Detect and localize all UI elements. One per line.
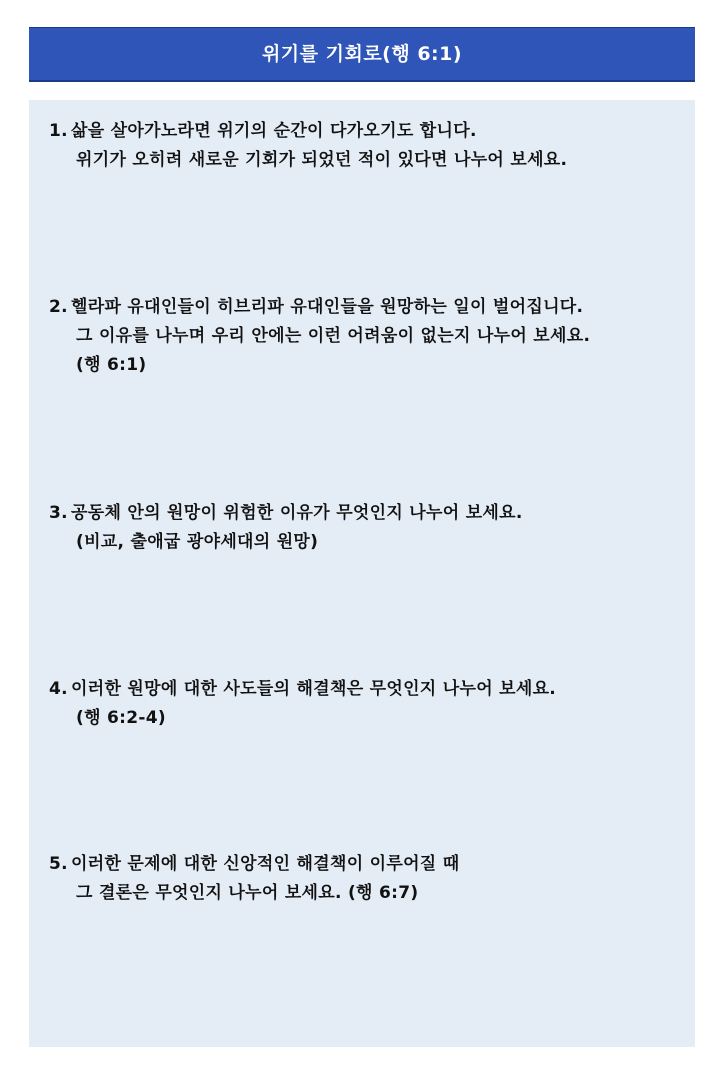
question-5-text-1: 이러한 문제에 대한 신앙적인 해결책이 이루어질 때 [71,854,460,874]
question-2-text-1: 헬라파 유대인들이 히브리파 유대인들을 원망하는 일이 벌어집니다. [71,297,584,317]
question-3-number: 3. [49,503,68,523]
question-4-line-1 [49,675,689,704]
questions-panel [29,100,695,1047]
question-1-line-1 [49,117,689,146]
question-2-text-3: (행 6:1) [76,355,147,375]
question-2 [49,293,689,380]
question-3-text-2: (비교, 출애굽 광야세대의 원망) [76,532,319,552]
question-3 [49,499,689,557]
question-4-number: 4. [49,679,68,699]
question-5-line-1 [49,850,689,879]
header-underline [29,80,695,82]
question-5-text-2: 그 결론은 무엇인지 나누어 보세요. (행 6:7) [76,883,419,903]
question-1-number: 1. [49,121,68,141]
question-1-text-2: 위기가 오히려 새로운 기회가 되었던 적이 있다면 나누어 보세요. [76,150,568,170]
page-header [29,27,695,82]
question-1 [49,117,689,175]
question-1-text-1: 삶을 살아가노라면 위기의 순간이 다가오기도 합니다. [71,121,477,141]
question-5 [49,850,689,908]
page-title: 위기를 기회로(행 6:1) [261,43,463,65]
question-5-number: 5. [49,854,68,874]
question-3-line-1 [49,499,689,528]
question-2-line-1 [49,293,689,322]
question-4 [49,675,689,733]
question-4-text-2: (행 6:2-4) [76,708,166,728]
question-2-text-2: 그 이유를 나누며 우리 안에는 이런 어려움이 없는지 나누어 보세요. [76,326,591,346]
question-2-number: 2. [49,297,68,317]
question-3-text-1: 공동체 안의 원망이 위험한 이유가 무엇인지 나누어 보세요. [71,503,523,523]
question-4-text-1: 이러한 원망에 대한 사도들의 해결책은 무엇인지 나누어 보세요. [71,679,557,699]
